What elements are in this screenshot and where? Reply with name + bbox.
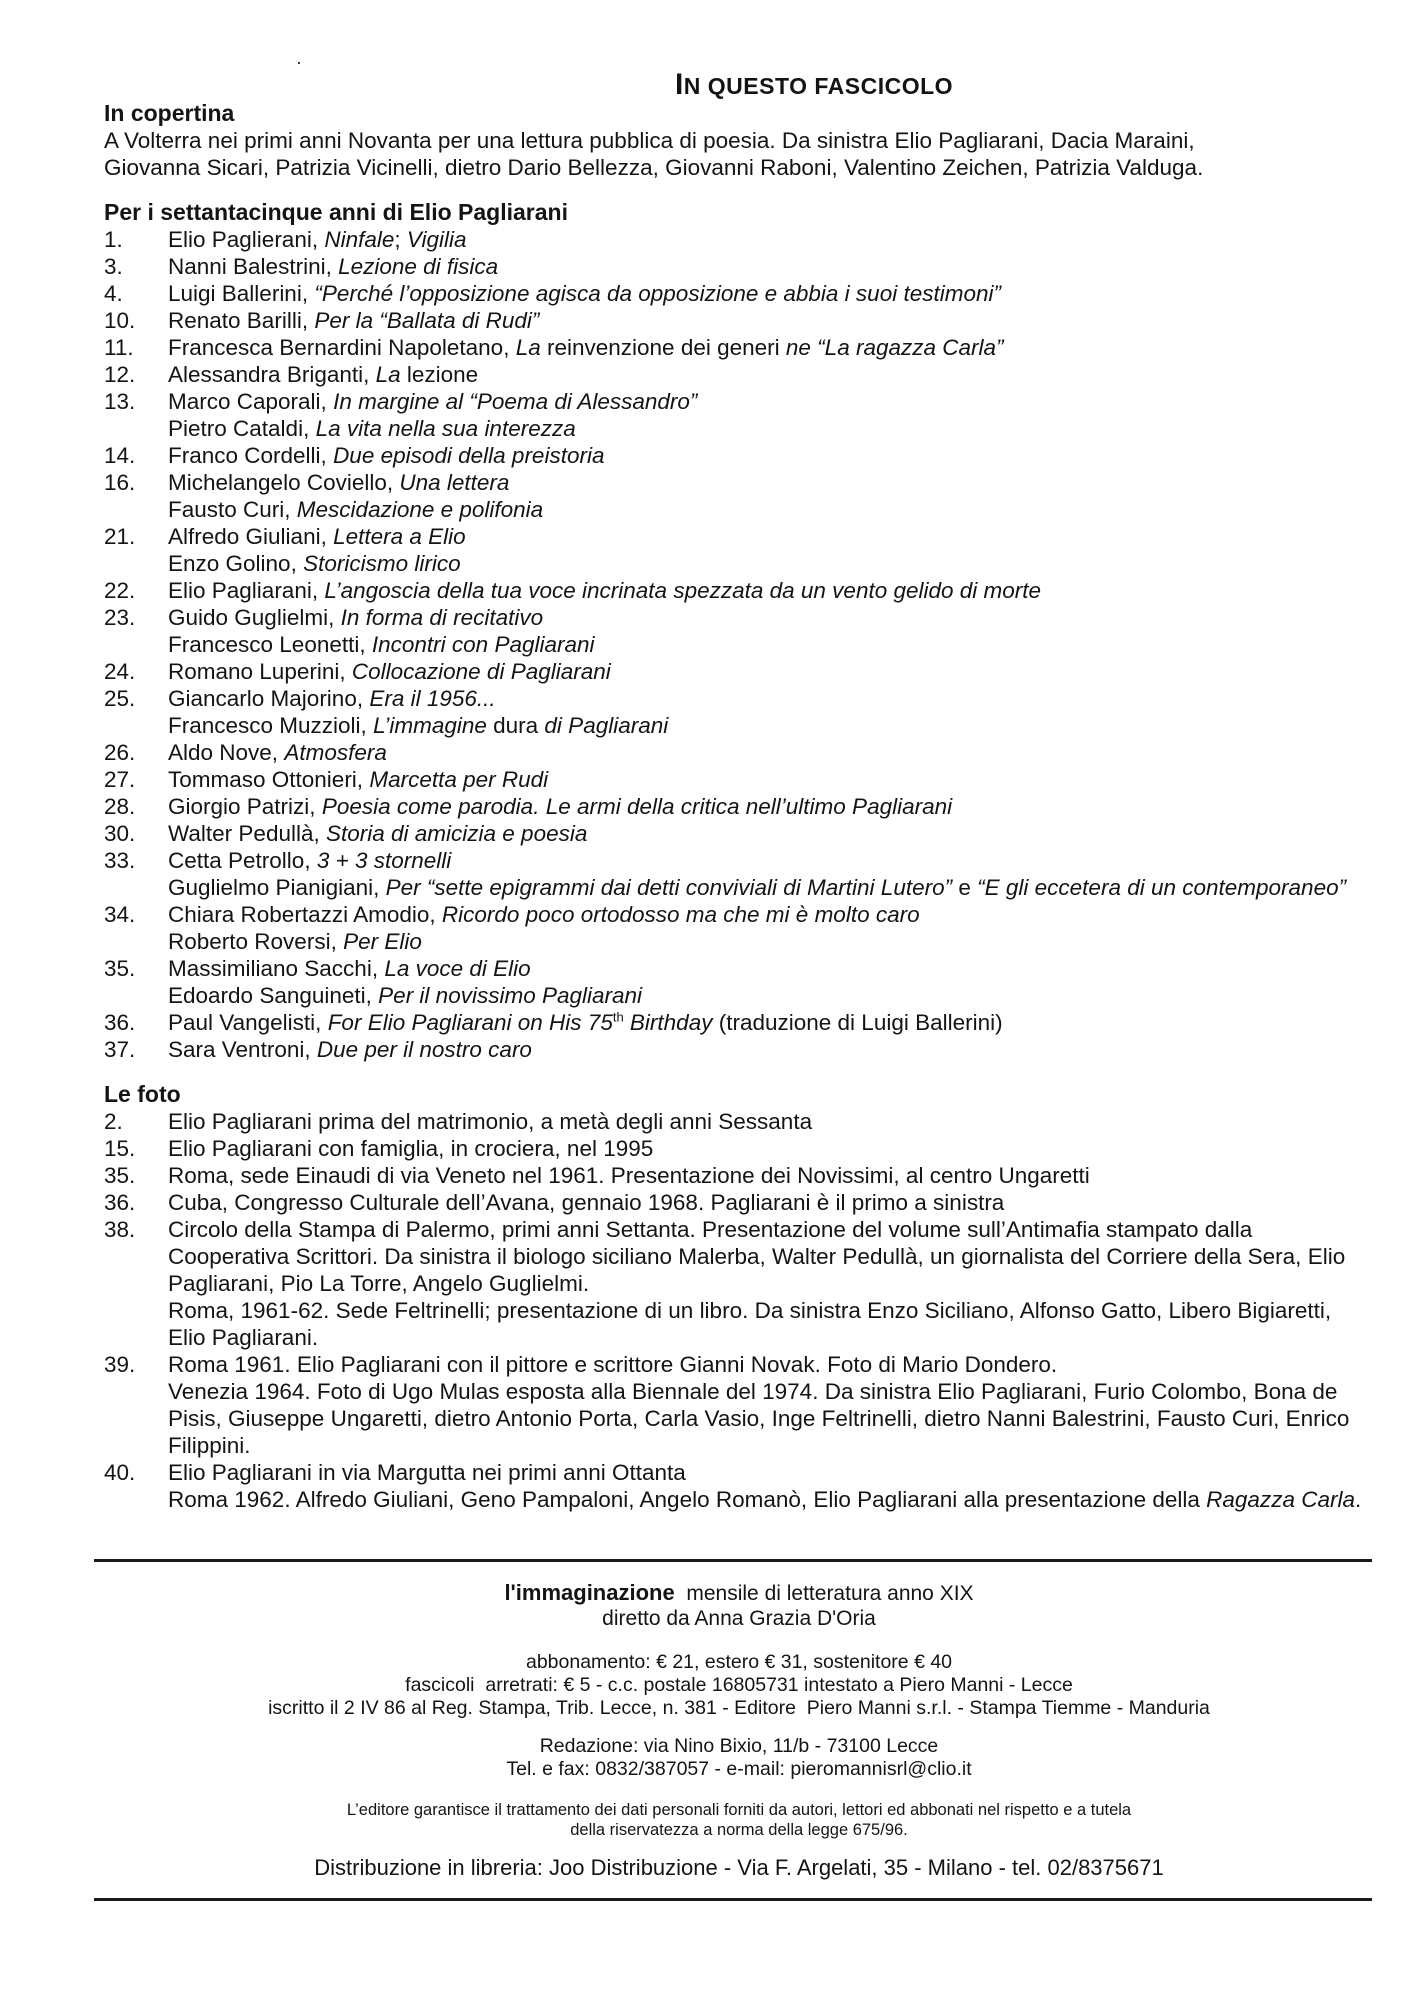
entry-superscript: th (612, 1009, 624, 1025)
caption-text (168, 1189, 1374, 1216)
photos-heading: Le foto (104, 1081, 181, 1107)
contents-entry (104, 469, 1374, 496)
entry-author: Edoardo Sanguineti, (168, 983, 379, 1008)
contents-entry (104, 604, 1374, 631)
entry-title: Collocazione di Pagliarani (351, 659, 611, 684)
caption-text (168, 1378, 1374, 1459)
entry-text (168, 361, 1374, 388)
entry-text (168, 631, 1374, 658)
cover-line-1: A Volterra nei primi anni Novanta per una lettura pubblica di poesia. Da sinistra Elio Pagliarani, Dacia Maraini, (104, 128, 1195, 153)
entry-text (168, 388, 1374, 415)
editorial-address: Redazione: via Nino Bixio, 11/b - 73100 Lecce (539, 1735, 939, 1757)
contents-entry (104, 550, 1374, 577)
page-number: 2. (104, 1109, 123, 1134)
masthead (104, 1580, 1374, 1631)
entry-connector: lezione (400, 362, 479, 387)
caption-body: Roma 1962. Alfredo Giuliani, Geno Pampaloni, Angelo Romanò, Elio Pagliarani alla presentazione della (168, 1487, 1207, 1512)
privacy-line-2: della riservatezza a norma della legge 675/96. (570, 1821, 908, 1839)
caption-text (168, 1459, 1374, 1486)
entry-author: Giancarlo Majorino, (168, 686, 370, 711)
page-number (104, 928, 168, 955)
page-number: 34. (104, 902, 136, 927)
caption-body: Circolo della Stampa di Palermo, primi anni Settanta. Presentazione del volume sull’Antimafia stampato dalla Cooperativa Scrittori. Da sinistra il biologo siciliano Malerba, Walter Pedullà, un giornalista del Corriere della Sera, Elio Pagliarani, Pio La Torre, Angelo Guglielmi. (168, 1217, 1346, 1296)
contents-entry (104, 226, 1374, 253)
contents-entry (104, 766, 1374, 793)
contents-entry (104, 496, 1374, 523)
page-number: 39. (104, 1352, 136, 1377)
entry-title: Per Elio (343, 929, 422, 954)
distribution: Distribuzione in libreria: Joo Distribuzione - Via F. Argelati, 35 - Milano - tel. 02/8375671 (314, 1855, 1164, 1880)
page-number: 21. (104, 524, 136, 549)
caption-body: Cuba, Congresso Culturale dell’Avana, gennaio 1968. Pagliarani è il primo a sinistra (168, 1190, 1005, 1215)
entry-title-2: ne “La ragazza Carla” (785, 335, 1004, 360)
entry-author: Luigi Ballerini, (168, 281, 315, 306)
entry-text (168, 847, 1374, 874)
entry-title-2: “E gli eccetera di un contemporaneo” (977, 875, 1347, 900)
page-number: 12. (104, 362, 136, 387)
entry-text (168, 955, 1374, 982)
caption-body: Roma, 1961-62. Sede Feltrinelli; presentazione di un libro. Da sinistra Enzo Siciliano, Alfonso Gatto, Libero Bigiaretti, Elio Pagliarani. (168, 1298, 1332, 1350)
contents-entry (104, 685, 1374, 712)
entry-title-2: Birthday (623, 1010, 713, 1035)
photo-caption (104, 1135, 1374, 1162)
title-initial-rest: N (683, 73, 708, 100)
entry-title: “Perché l’opposizione agisca da opposizione e abbia i suoi testimoni” (314, 281, 1001, 306)
caption-text (168, 1108, 1374, 1135)
entry-connector: dura (486, 713, 545, 738)
entry-author: Alessandra Briganti, (168, 362, 376, 387)
contents-entry (104, 1036, 1374, 1063)
entry-title: Atmosfera (284, 740, 387, 765)
contents-entry (104, 739, 1374, 766)
caption-body: Roma, sede Einaudi di via Veneto nel 1961. Presentazione dei Novissimi, al centro Ungaretti (168, 1163, 1090, 1188)
photo-caption (104, 1108, 1374, 1135)
caption-text (168, 1135, 1374, 1162)
caption-body: Venezia 1964. Foto di Ugo Mulas esposta alla Biennale del 1974. Da sinistra Elio Pagliarani, Furio Colombo, Bona de Pisis, Giuseppe Ungaretti, dietro Antonio Porta, Carla Vasio, Inge Feltrinelli, dietro Nanni Balestrini, Fausto Curi, Enrico Filippini. (168, 1379, 1350, 1458)
contents-entry (104, 631, 1374, 658)
contact-info: Tel. e fax: 0832/387057 - e-mail: pieromannisrl@clio.it (506, 1758, 972, 1780)
divider-top (94, 1559, 1372, 1562)
entry-text (168, 658, 1374, 685)
photo-caption (104, 1216, 1374, 1297)
entry-title: 3 + 3 stornelli (316, 848, 452, 873)
title-rest: QUESTO FASCICOLO (707, 73, 954, 100)
entry-text (168, 496, 1374, 523)
caption-text (168, 1297, 1374, 1351)
entry-connector: reinvenzione dei generi (540, 335, 786, 360)
entry-connector: e (952, 875, 978, 900)
contents-entry (104, 874, 1374, 901)
entry-text (168, 874, 1374, 901)
page-number (104, 874, 168, 901)
photos-list (104, 1108, 1374, 1513)
entry-author: Giorgio Patrizi, (168, 794, 322, 819)
caption-body: Elio Pagliarani con famiglia, in crociera, nel 1995 (168, 1136, 654, 1161)
title-initial: I (674, 68, 684, 102)
entry-author: Francesca Bernardini Napoletano, (168, 335, 516, 360)
entry-author: Alfredo Giuliani, (168, 524, 334, 549)
entry-title: Lettera a Elio (333, 524, 466, 549)
page-number: 33. (104, 848, 136, 873)
page-number: 35. (104, 1163, 136, 1188)
entry-text (168, 712, 1374, 739)
contents-entry (104, 955, 1374, 982)
entry-text (168, 793, 1374, 820)
entry-title: In margine al “Poema di Alessandro” (333, 389, 698, 414)
entry-title: For Elio Pagliarani on His 75 (327, 1010, 613, 1035)
entry-text (168, 577, 1374, 604)
page-number: 27. (104, 767, 136, 792)
photo-caption (104, 1486, 1374, 1513)
contents-entry (104, 442, 1374, 469)
caption-text (168, 1486, 1374, 1513)
entry-title: Per la “Ballata di Rudi” (314, 308, 540, 333)
caption-text (168, 1351, 1374, 1378)
entry-title: Lezione di fisica (338, 254, 499, 279)
entry-text (168, 523, 1374, 550)
page-number: 38. (104, 1217, 136, 1242)
entry-author: Elio Pagliarani, (168, 578, 325, 603)
entry-title: Storicismo lirico (303, 551, 461, 576)
entry-author: Cetta Petrollo, (168, 848, 317, 873)
entry-title: Per “sette epigrammi dai detti conviviali di Martini Lutero” (385, 875, 953, 900)
page-number: 3. (104, 254, 123, 279)
page-number: 40. (104, 1460, 136, 1485)
content (104, 100, 1374, 1513)
photo-caption (104, 1297, 1374, 1351)
cover-line-2: Giovanna Sicari, Patrizia Vicinelli, dietro Dario Bellezza, Giovanni Raboni, Valentino Zeichen, Patrizia Valduga. (104, 155, 1204, 180)
entry-title: La (515, 335, 541, 360)
entry-text (168, 1036, 1374, 1063)
entry-author: Fausto Curi, (168, 497, 297, 522)
caption-text (168, 1216, 1374, 1297)
entry-title: Per il novissimo Pagliarani (378, 983, 643, 1008)
contents-entry (104, 415, 1374, 442)
entry-author: Tommaso Ottonieri, (168, 767, 370, 792)
entry-text (168, 982, 1374, 1009)
page-number: 26. (104, 740, 136, 765)
entry-title: Era il 1956... (369, 686, 496, 711)
page-number: 13. (104, 389, 136, 414)
entry-title: Due episodi della preistoria (333, 443, 605, 468)
entry-text (168, 604, 1374, 631)
entry-author: Renato Barilli, (168, 308, 315, 333)
page-number (104, 1297, 168, 1351)
page-number (104, 1486, 168, 1513)
magazine-name: l'immaginazione (504, 1580, 675, 1605)
entry-text (168, 820, 1374, 847)
entry-author: Walter Pedullà, (168, 821, 326, 846)
page-number: 4. (104, 281, 123, 306)
entry-author: Enzo Golino, (168, 551, 304, 576)
caption-body: Elio Pagliarani prima del matrimonio, a metà degli anni Sessanta (168, 1109, 813, 1134)
contents-entry (104, 388, 1374, 415)
entry-text (168, 469, 1374, 496)
entry-text (168, 415, 1374, 442)
entry-text (168, 901, 1374, 928)
contents-entry (104, 847, 1374, 874)
page-number: 16. (104, 470, 136, 495)
entry-text (168, 226, 1374, 253)
entry-author: Francesco Muzzioli, (168, 713, 374, 738)
subscription-info (104, 1651, 1374, 1720)
caption-tail: . (1354, 1487, 1362, 1512)
entry-title: Una lettera (399, 470, 510, 495)
contents-entry (104, 253, 1374, 280)
entry-author: Elio Paglierani, (168, 227, 325, 252)
editorial-office (104, 1735, 1374, 1781)
page-number (104, 496, 168, 523)
entry-author: Nanni Balestrini, (168, 254, 339, 279)
entry-note: (traduzione di Luigi Ballerini) (712, 1010, 1003, 1035)
entry-text (168, 334, 1374, 361)
page-title (104, 68, 1374, 102)
page-number: 23. (104, 605, 136, 630)
page-number: 14. (104, 443, 136, 468)
page-number: 30. (104, 821, 136, 846)
page-number: 11. (104, 335, 134, 360)
entry-text (168, 442, 1374, 469)
entry-title: L’angoscia della tua voce incrinata spezzata da un vento gelido di morte (324, 578, 1042, 603)
entry-text (168, 928, 1374, 955)
page-number: 10. (104, 308, 136, 333)
contents-entry (104, 1009, 1374, 1036)
caption-italic: Ragazza Carla (1206, 1487, 1355, 1512)
page-number: 25. (104, 686, 136, 711)
entry-title: Marcetta per Rudi (369, 767, 549, 792)
page-number (104, 415, 168, 442)
contents-entry (104, 280, 1374, 307)
entry-text (168, 280, 1374, 307)
contents-entry (104, 712, 1374, 739)
divider-bottom (94, 1898, 1372, 1901)
contents-entry (104, 982, 1374, 1009)
contents-entry (104, 334, 1374, 361)
photo-caption (104, 1351, 1374, 1378)
contents-entry (104, 820, 1374, 847)
entry-author: Chiara Robertazzi Amodio, (168, 902, 442, 927)
entry-title: Due per il nostro caro (316, 1037, 532, 1062)
entry-title: La voce di Elio (384, 956, 531, 981)
privacy-line-1: L’editore garantisce il trattamento dei dati personali forniti da autori, lettori ed abbonati nel rispetto e a tutela (346, 1801, 1132, 1819)
stray-mark: · (296, 52, 302, 72)
entry-title: La (375, 362, 401, 387)
entry-author: Sara Ventroni, (168, 1037, 317, 1062)
page-number (104, 631, 168, 658)
contents-entry (104, 523, 1374, 550)
entry-author: Aldo Nove, (168, 740, 285, 765)
page-number: 28. (104, 794, 136, 819)
caption-text (168, 1162, 1374, 1189)
entry-text (168, 253, 1374, 280)
photo-caption (104, 1189, 1374, 1216)
entry-author: Franco Cordelli, (168, 443, 334, 468)
page-number (104, 712, 168, 739)
photo-caption (104, 1378, 1374, 1459)
entry-text (168, 685, 1374, 712)
cover-heading: In copertina (104, 100, 235, 126)
director: diretto da Anna Grazia D'Oria (602, 1607, 876, 1630)
contents-entry (104, 361, 1374, 388)
entry-author: Roberto Roversi, (168, 929, 344, 954)
entry-author: Massimiliano Sacchi, (168, 956, 385, 981)
entry-author: Romano Luperini, (168, 659, 352, 684)
entry-text (168, 307, 1374, 334)
page-number: 35. (104, 956, 136, 981)
magazine-desc: mensile di letteratura anno XIX (686, 1582, 974, 1605)
caption-body: Elio Pagliarani in via Margutta nei primi anni Ottanta (168, 1460, 686, 1485)
page-number: 1. (104, 227, 123, 252)
entry-author: Guido Guglielmi, (168, 605, 341, 630)
entry-author: Francesco Leonetti, (168, 632, 372, 657)
contents-entry (104, 901, 1374, 928)
entry-title: Ricordo poco ortodosso ma che mi è molto caro (441, 902, 920, 927)
page-number (104, 1378, 168, 1459)
back-issues: fascicoli arretrati: € 5 - c.c. postale 16805731 intestato a Piero Manni - Lecce (405, 1674, 1073, 1696)
page-number: 22. (104, 578, 136, 603)
entry-author: Pietro Cataldi, (168, 416, 316, 441)
caption-body: Roma 1961. Elio Pagliarani con il pittore e scrittore Gianni Novak. Foto di Mario Dondero. (168, 1352, 1058, 1377)
tribute-list (104, 226, 1374, 1063)
contents-entry (104, 577, 1374, 604)
entry-author: Paul Vangelisti, (168, 1010, 328, 1035)
contents-entry (104, 793, 1374, 820)
entry-title-2: Vigilia (406, 227, 467, 252)
entry-title: La vita nella sua interezza (315, 416, 576, 441)
page-number: 24. (104, 659, 136, 684)
page-number: 37. (104, 1037, 136, 1062)
page-number (104, 550, 168, 577)
registration: iscritto il 2 IV 86 al Reg. Stampa, Trib. Lecce, n. 381 - Editore Piero Manni s.r.l. - Stampa Tiemme - Manduria (268, 1697, 1210, 1719)
entry-title-2: di Pagliarani (544, 713, 669, 738)
page-number: 36. (104, 1190, 136, 1215)
entry-text (168, 766, 1374, 793)
entry-text (168, 739, 1374, 766)
photo-caption (104, 1459, 1374, 1486)
contents-entry (104, 307, 1374, 334)
page-number: 36. (104, 1010, 136, 1035)
page-number (104, 982, 168, 1009)
entry-title: Storia di amicizia e poesia (325, 821, 588, 846)
entry-title: Poesia come parodia. Le armi della critica nell’ultimo Pagliarani (321, 794, 953, 819)
entry-connector: ; (394, 227, 407, 252)
tribute-heading: Per i settantacinque anni di Elio Pagliarani (104, 199, 568, 225)
page-number: 15. (104, 1136, 136, 1161)
entry-title: Incontri con Pagliarani (371, 632, 595, 657)
contents-entry (104, 658, 1374, 685)
entry-title: Mescidazione e polifonia (296, 497, 544, 522)
entry-title: Ninfale (324, 227, 395, 252)
entry-author: Marco Caporali, (168, 389, 334, 414)
photo-caption (104, 1162, 1374, 1189)
entry-title: In forma di recitativo (340, 605, 544, 630)
subscription: abbonamento: € 21, estero € 31, sostenitore € 40 (525, 1651, 953, 1673)
entry-author: Michelangelo Coviello, (168, 470, 400, 495)
entry-text (168, 1009, 1374, 1036)
entry-text (168, 550, 1374, 577)
privacy-notice (104, 1800, 1374, 1840)
entry-author: Guglielmo Pianigiani, (168, 875, 386, 900)
entry-title: L’immagine (373, 713, 487, 738)
contents-entry (104, 928, 1374, 955)
